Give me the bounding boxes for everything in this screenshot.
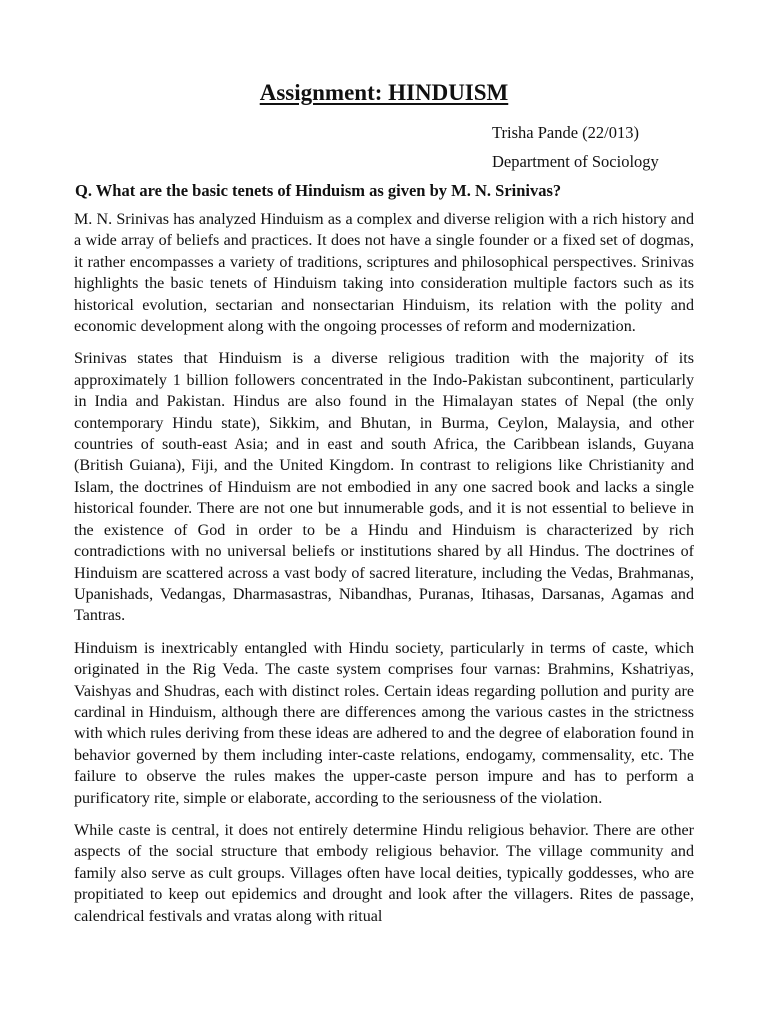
author-block: [492, 118, 659, 176]
body-text: [74, 209, 694, 938]
document-title: Assignment: HINDUISM: [259, 80, 509, 105]
author-name: Trisha Pande (22/013): [492, 123, 639, 142]
paragraph: Srinivas states that Hinduism is a diverse religious tradition with the majority of its approximately 1 billion followers concentrated in the Indo-Pakistan subcontinent, particularly in India and Pakistan. Hindus are also found in the Himalayan states of Nepal (the only contemporary Hindu state), Sikkim, and Bhutan, in Burma, Ceylon, Malaysia, and other countries of south-east Asia; and in east and south Africa, the Caribbean islands, Guyana (British Guiana), Fiji, and the United Kingdom. In contrast to religions like Christianity and Islam, the doctrines of Hinduism are not embodied in any one sacred book and lacks a single historical founder. There are not one but innumerable gods, and it is not essential to believe in the existence of God in order to be a Hindu and Hinduism is characterized by rich contradictions with no universal beliefs or institutions shared by all Hindus. The doctrines of Hinduism are scattered across a vast body of sacred literature, including the Vedas, Brahmanas, Upanishads, Vedangas, Dharmasastras, Nibandhas, Puranas, Itihasas, Darsanas, Agamas and Tantras.: [74, 350, 694, 625]
paragraph: While caste is central, it does not entirely determine Hindu religious behavior. There are other aspects of the social structure that embody religious behavior. The village community and family also serve as cult groups. Villages often have local deities, typically goddesses, who are propitiated to keep out epidemics and drought and look after the villagers. Rites de passage, calendrical festivals and vratas along with ritual: [74, 821, 694, 925]
paragraph: Hinduism is inextricably entangled with Hindu society, particularly in terms of caste, which originated in the Rig Veda. The caste system comprises four varnas: Brahmins, Kshatriyas, Vaishyas and Shudras, each with distinct roles. Certain ideas regarding pollution and purity are cardinal in Hinduism, although there are differences among the various castes in the strictness with which rules deriving from these ideas are adhered to and the degree of elaboration found in behavior governed by them including inter-caste relations, endogamy, commensality, etc. The failure to observe the rules makes the upper-caste person impure and has to perform a purificatory rite, simple or elaborate, according to the seriousness of the violation.: [74, 639, 694, 807]
paragraph: M. N. Srinivas has analyzed Hinduism as a complex and diverse religion with a rich history and a wide array of beliefs and practices. It does not have a single founder or a fixed set of dogmas, it rather encompasses a variety of traditions, scriptures and philosophical perspectives. Srinivas highlights the basic tenets of Hinduism taking into consideration multiple factors such as its historical evolution, sectarian and nonsectarian Hinduism, its relation with the polity and economic development along with the ongoing processes of reform and modernization.: [74, 211, 694, 336]
question-heading: Q. What are the basic tenets of Hinduism as given by M. N. Srinivas?: [75, 181, 562, 200]
department-name: Department of Sociology: [492, 152, 659, 171]
